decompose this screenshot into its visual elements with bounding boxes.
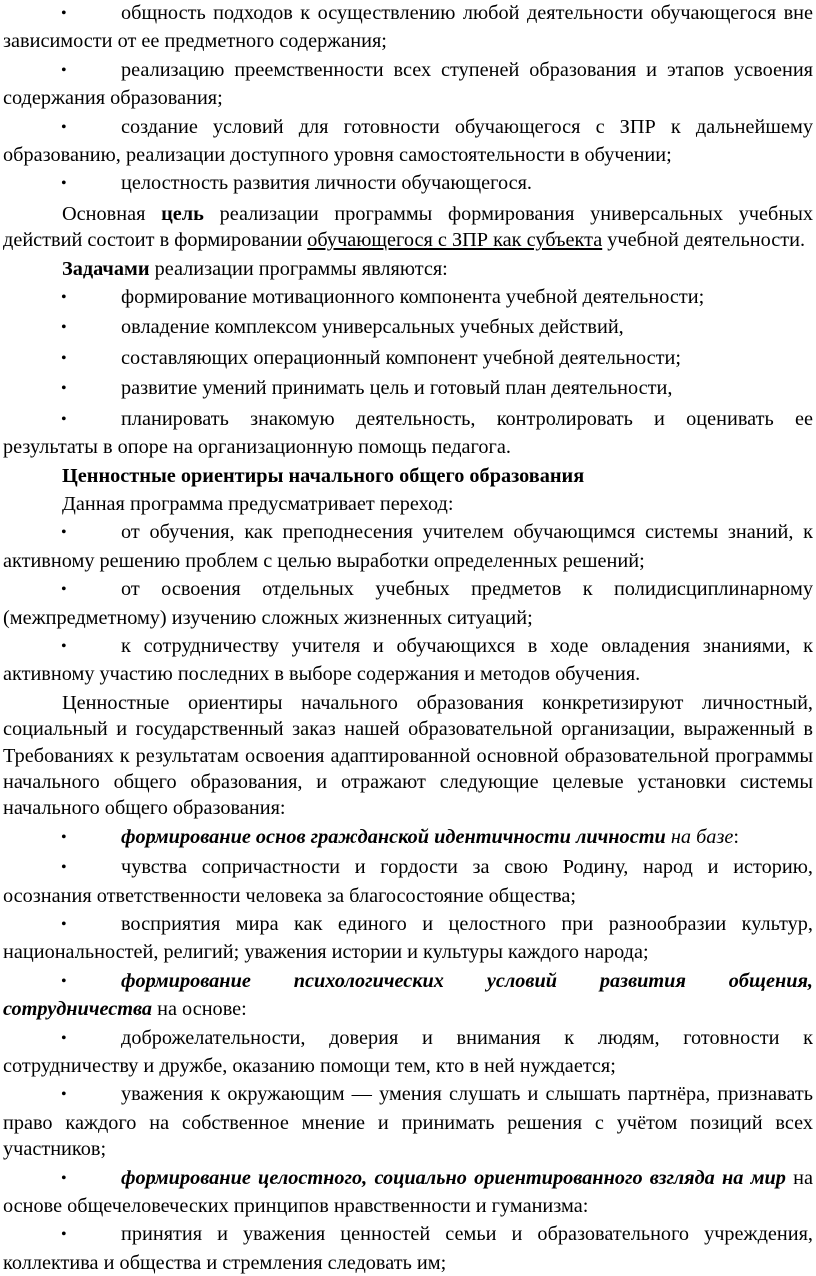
list-item: •чувства сопричастности и гордости за свою Родину, народ и историю, осознания ответственности человека за благосостояние общества;: [3, 854, 813, 909]
list-item: •составляющих операционный компонент учебной деятельности;: [3, 345, 813, 373]
list-item: •реализацию преемственности всех ступеней образования и этапов усвоения содержания образования;: [3, 57, 813, 112]
bullet-icon: [3, 170, 121, 198]
bullet-icon: [3, 314, 121, 342]
list-item: •доброжелательности, доверия и внимания к людям, готовности к сотрудничеству и дружбе, оказанию помощи тем, кто в ней нуждается;: [3, 1025, 813, 1080]
list-item: •овладение комплексом универсальных учебных действий,: [3, 314, 813, 342]
bullet-icon: [3, 57, 121, 85]
bullet-icon: [3, 1025, 121, 1053]
list-item: •целостность развития личности обучающегося.: [3, 170, 813, 198]
list-item: •уважения к окружающим — умения слушать и слышать партнёра, признавать право каждого на собственное мнение и принимать решения с учётом позиций всех участников;: [3, 1081, 813, 1162]
list-item: •от освоения отдельных учебных предметов к полидисциплинарному (межпредметному) изучению сложных жизненных ситуаций;: [3, 576, 813, 631]
group-heading-civic-identity: •формирование основ гражданской идентичности личности на базе:: [3, 824, 813, 852]
goal-paragraph: Основная цель реализации программы формирования универсальных учебных действий состоит в формировании обучающегося с ЗПР как субъекта учебной деятельности.: [3, 202, 813, 252]
bullet-icon: [3, 519, 121, 547]
bullet-icon: [3, 0, 121, 28]
bullet-icon: [3, 284, 121, 312]
list-item: •планировать знакомую деятельность, контролировать и оценивать ее результаты в опоре на организационную помощь педагога.: [3, 406, 813, 461]
bullet-icon: [3, 1165, 121, 1193]
bullet-icon: [3, 633, 121, 661]
bullet-icon: [3, 911, 121, 939]
list-item: •формирование мотивационного компонента учебной деятельности;: [3, 284, 813, 312]
list-item: •развитие умений принимать цель и готовый план деятельности,: [3, 375, 813, 403]
group-heading-worldview: •формирование целостного, социально ориентированного взгляда на мир на основе общечеловеческих принципов нравственности и гуманизма:: [3, 1165, 813, 1220]
list-item: •восприятия мира как единого и целостного при разнообразии культур, национальностей, религий; уважения истории и культуры каждого народа;: [3, 911, 813, 966]
transition-intro: Данная программа предусматривает переход:: [62, 492, 454, 515]
bullet-icon: [3, 1081, 121, 1109]
bullet-icon: [3, 114, 121, 142]
bullet-icon: [3, 854, 121, 882]
list-item: •создание условий для готовности обучающегося с ЗПР к дальнейшему образованию, реализации доступного уровня самостоятельности в обучении;: [3, 114, 813, 169]
tasks-intro: Задачами реализации программы являются:: [62, 257, 448, 280]
list-item: •принятия и уважения ценностей семьи и образовательного учреждения, коллектива и общества и стремления следовать им;: [3, 1221, 813, 1276]
values-paragraph: Ценностные ориентиры начального образования конкретизируют личностный, социальный и государственный заказ нашей образовательной организации, выраженный в Требованиях к результатам освоения адаптированной основной образовательной программы начального общего образования, и отражают следующие целевые установки системы начального общего образования:: [3, 691, 813, 820]
section-heading: Ценностные ориентиры начального общего образования: [62, 464, 585, 487]
list-item: •к сотрудничеству учителя и обучающихся в ходе овладения знаниями, к активному участию последних в выборе содержания и методов обучения.: [3, 633, 813, 688]
bullet-icon: [3, 1221, 121, 1249]
list-item: •от обучения, как преподнесения учителем обучающимся системы знаний, к активному решению проблем с целью выработки определенных решений;: [3, 519, 813, 574]
list-item: •общность подходов к осуществлению любой деятельности обучающегося вне зависимости от ее предметного содержания;: [3, 0, 813, 55]
bullet-icon: [3, 406, 121, 434]
bullet-icon: [3, 576, 121, 604]
bullet-icon: [3, 375, 121, 403]
bullet-icon: [3, 824, 121, 852]
bullet-icon: [3, 968, 121, 996]
bullet-icon: [3, 345, 121, 373]
group-heading-communication: •формирование психологических условий развития общения, сотрудничества на основе:: [3, 968, 813, 1023]
